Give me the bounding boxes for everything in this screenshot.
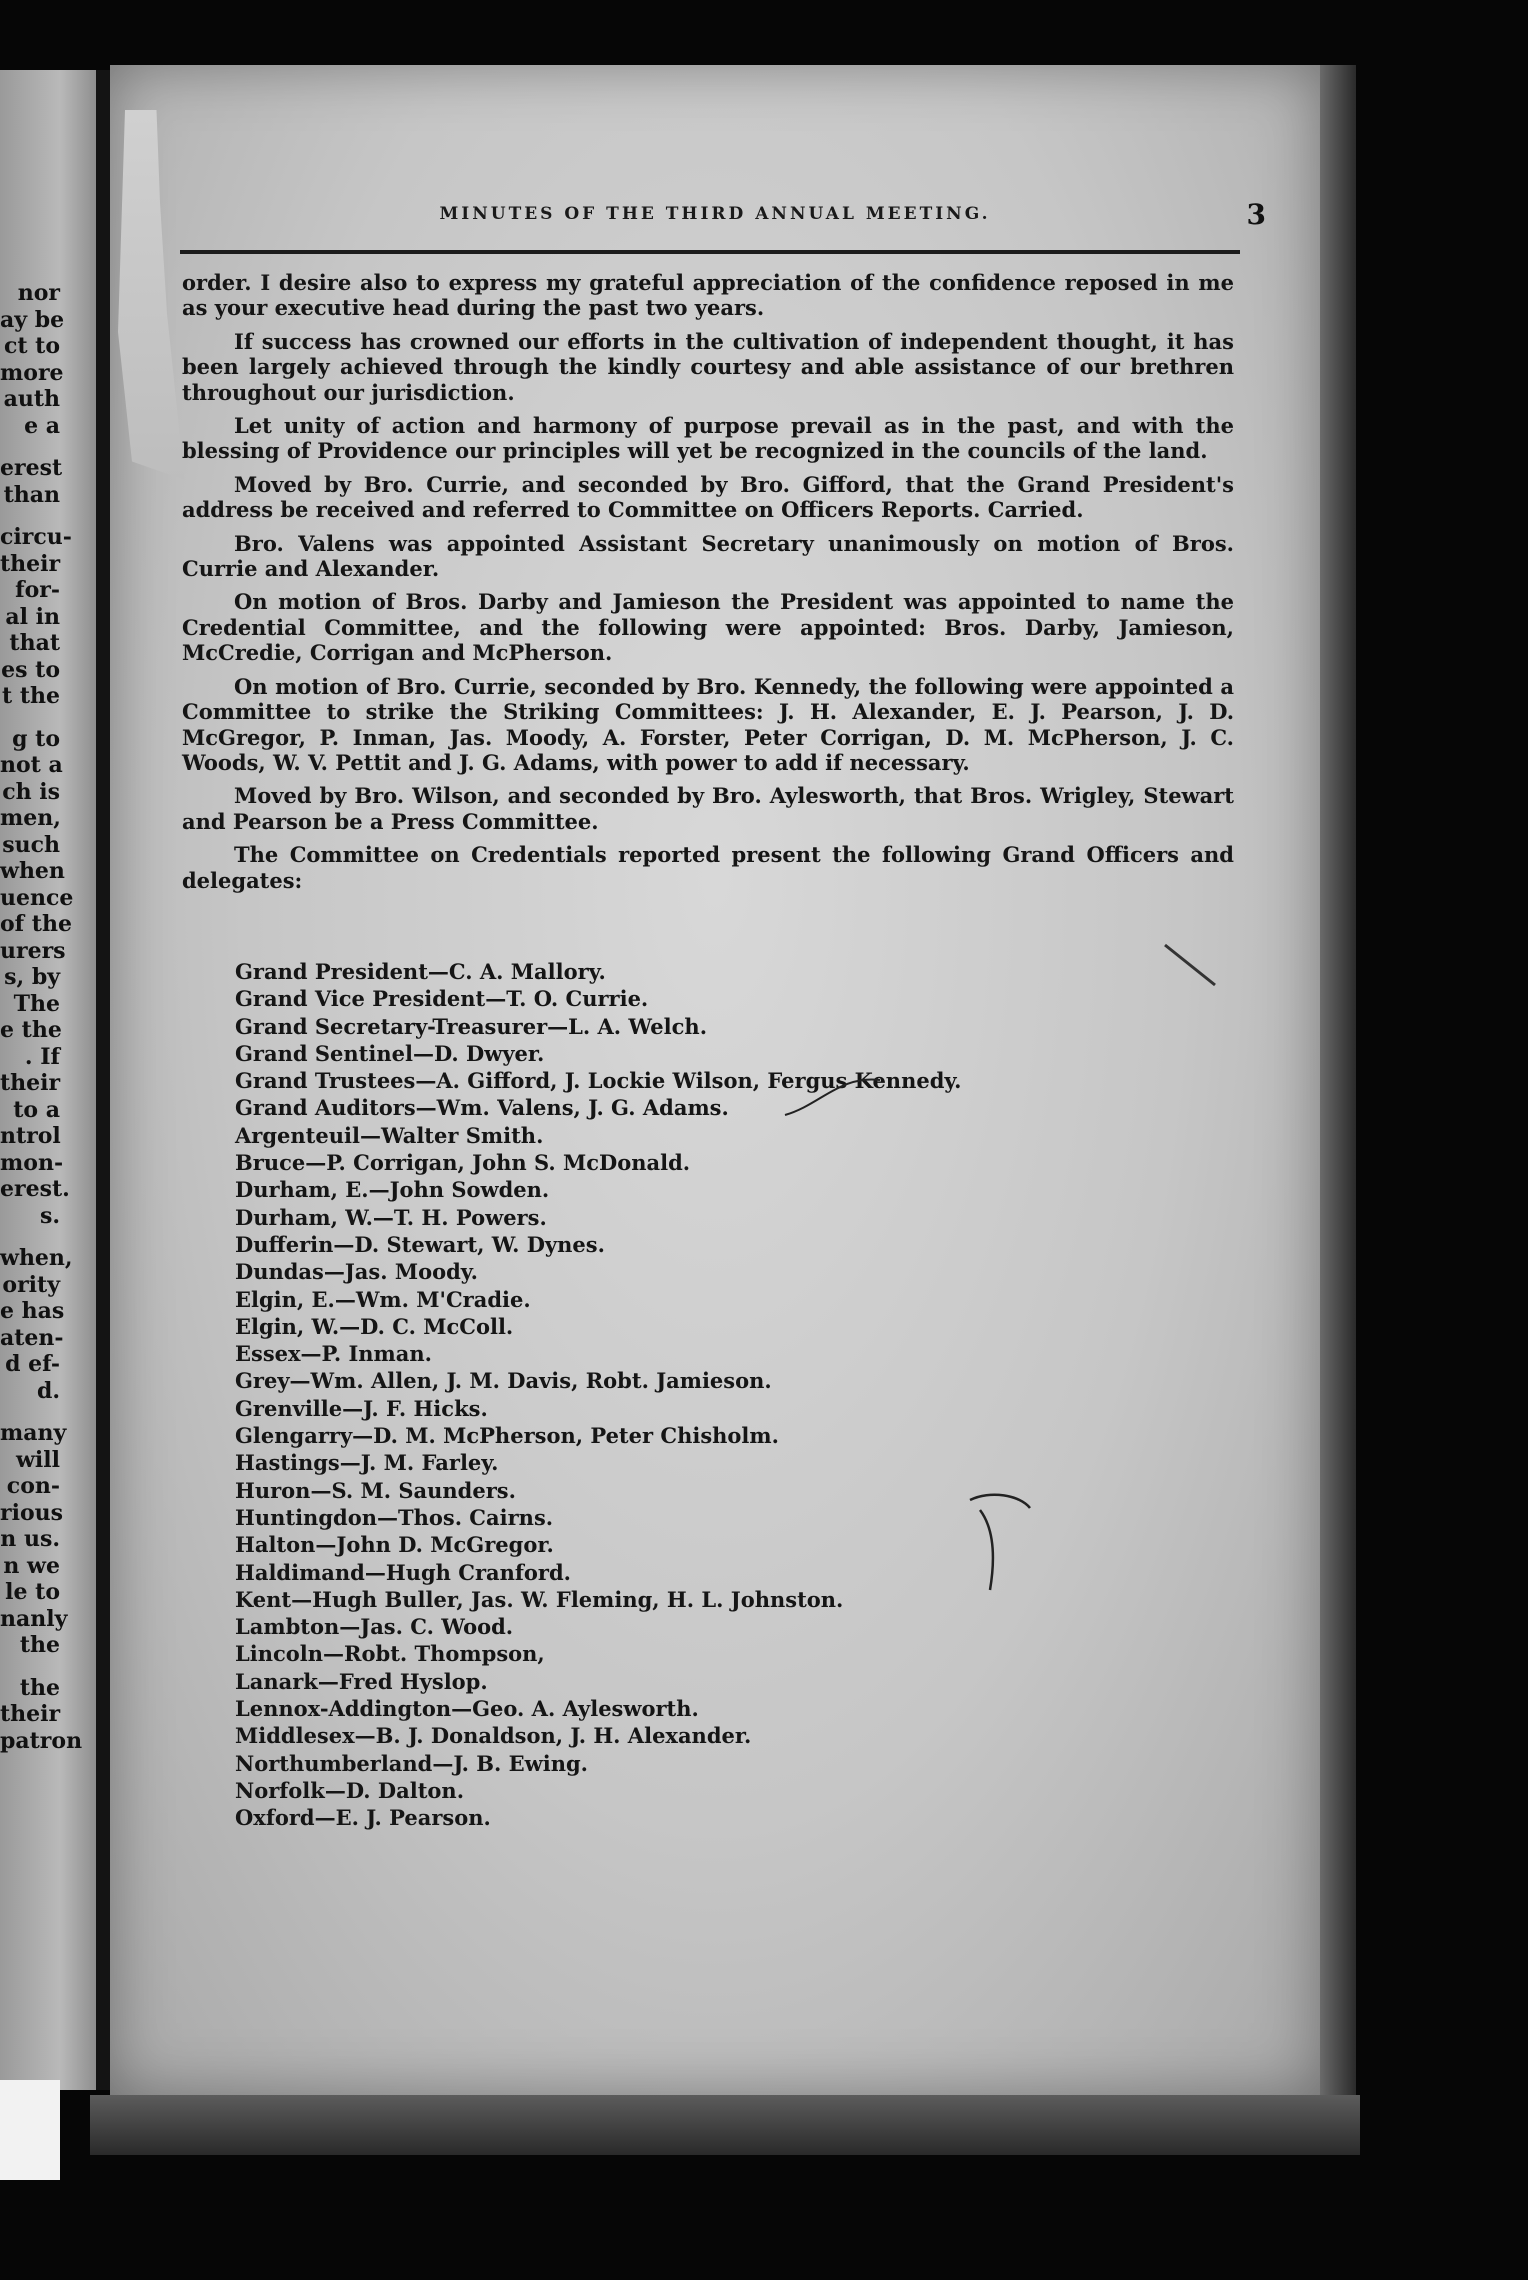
- adjacent-page-fragment: d ef-: [5, 1351, 60, 1377]
- page-edge: [1320, 65, 1356, 2125]
- list-item: Dundas—Jas. Moody.: [235, 1259, 478, 1285]
- list-item: Lanark—Fred Hyslop.: [235, 1668, 488, 1694]
- adjacent-page-fragment: more: [0, 359, 64, 386]
- adjacent-page-fragment: to a: [13, 1096, 60, 1123]
- list-item: Argenteuil—Walter Smith.: [235, 1122, 544, 1148]
- adjacent-page-fragment: for-: [15, 577, 60, 603]
- adjacent-page-fragment: men,: [0, 805, 61, 831]
- adjacent-page-fragment: s, by: [4, 964, 60, 990]
- adjacent-page-fragment: n us.: [0, 1526, 60, 1552]
- adjacent-page-fragment: ch is: [2, 778, 60, 805]
- adjacent-page-fragment: than: [3, 481, 60, 508]
- adjacent-page-fragment: when: [0, 858, 65, 884]
- adjacent-page-fragment: uence: [0, 884, 74, 911]
- list-item: Grand Secretary-Treasurer—L. A. Welch.: [235, 1013, 708, 1039]
- adjacent-page-fragment: es to: [1, 656, 60, 683]
- binding-gutter: [96, 70, 110, 2090]
- list-item: Grand Vice President—T. O. Currie.: [235, 986, 649, 1012]
- header-rule: [180, 250, 1240, 254]
- list-item: Dufferin—D. Stewart, W. Dynes.: [235, 1231, 605, 1257]
- list-item: Grand Sentinel—D. Dwyer.: [235, 1040, 545, 1066]
- adjacent-page-fragment: will: [15, 1446, 60, 1473]
- page-bottom-edge: [90, 2095, 1360, 2155]
- pen-mark-curve: [780, 1065, 900, 1125]
- adjacent-page-fragment: the: [19, 1674, 60, 1701]
- list-item: Huntingdon—Thos. Cairns.: [235, 1504, 554, 1530]
- paragraph: Moved by Bro. Currie, and seconded by Bro. Gifford, that the Grand President's address be received and referred to Committee on Officers Reports. Carried.: [182, 471, 1234, 523]
- list-item: Grand Auditors—Wm. Valens, J. G. Adams.: [235, 1095, 729, 1121]
- list-item: Oxford—E. J. Pearson.: [235, 1805, 491, 1831]
- adjacent-page-fragment: ay be: [0, 306, 65, 333]
- adjacent-page-fragment: not a: [0, 752, 63, 778]
- adjacent-page-fragment: circu-: [0, 524, 72, 550]
- list-item: Grand Trustees—A. Gifford, J. Lockie Wilson, Fergus Kennedy.: [235, 1068, 962, 1094]
- adjacent-page-fragment: t the: [2, 683, 60, 709]
- adjacent-page-fragment: s.: [39, 1202, 60, 1229]
- paper-tab: [0, 2080, 60, 2180]
- adjacent-page-fragment: ority: [2, 1271, 60, 1298]
- list-item: Kent—Hugh Buller, Jas. W. Fleming, H. L. Johnston.: [235, 1586, 844, 1612]
- page-number: 3: [1246, 198, 1266, 231]
- list-item: Northumberland—J. B. Ewing.: [235, 1750, 588, 1776]
- paragraph: The Committee on Credentials reported present the following Grand Officers and delegates:: [182, 842, 1234, 893]
- adjacent-page-fragment: le to: [5, 1579, 60, 1605]
- list-item: Huron—S. M. Saunders.: [235, 1477, 516, 1503]
- list-item: Elgin, W.—D. C. McColl.: [235, 1313, 514, 1339]
- list-item: Glengarry—D. M. McPherson, Peter Chisholm.: [235, 1423, 779, 1449]
- list-item: Norfolk—D. Dalton.: [235, 1777, 465, 1803]
- list-item: Grenville—J. F. Hicks.: [235, 1395, 488, 1421]
- adjacent-page-fragment: nanly: [0, 1605, 68, 1632]
- list-item: Bruce—P. Corrigan, John S. McDonald.: [235, 1150, 691, 1176]
- paragraph: Bro. Valens was appointed Assistant Secretary unanimously on motion of Bros. Currie and Alexander.: [182, 530, 1234, 582]
- adjacent-page-fragment: The: [13, 990, 60, 1017]
- list-item: Hastings—J. M. Farley.: [235, 1450, 499, 1476]
- list-item: Grand President—C. A. Mallory.: [235, 959, 606, 984]
- adjacent-page-fragment: their: [0, 1070, 61, 1096]
- adjacent-page-fragment: many: [0, 1420, 67, 1446]
- list-item: Middlesex—B. J. Donaldson, J. H. Alexander.: [235, 1723, 752, 1749]
- paragraph: order. I desire also to express my grateful appreciation of the confidence reposed in me as your executive head during the past two years.: [182, 270, 1234, 321]
- adjacent-page-fragment: n we: [3, 1552, 60, 1579]
- adjacent-page-fragment: when,: [0, 1245, 73, 1271]
- adjacent-page-fragment: aten-: [0, 1324, 64, 1351]
- adjacent-page-fragment: of the: [0, 911, 72, 937]
- adjacent-page-fragment: patron: [0, 1727, 83, 1754]
- paragraph: On motion of Bro. Currie, seconded by Bro. Kennedy, the following were appointed a Committee to strike the Striking Committees: J. H. Alexander, E. J. Pearson, J. D. McGregor, P. Inman, Jas. Moody, A. Forster, Peter Corrigan, D. M. McPherson, J. C. Woods, W. V. Pettit and J. G. Adams, with power to add if necessary.: [182, 673, 1234, 775]
- pen-mark-stroke: [1160, 940, 1220, 990]
- list-item: Haldimand—Hugh Cranford.: [235, 1559, 571, 1585]
- paragraph: Moved by Bro. Wilson, and seconded by Bro. Aylesworth, that Bros. Wrigley, Stewart and Pearson be a Press Committee.: [182, 783, 1234, 834]
- adjacent-page-fragment: erest: [0, 455, 63, 481]
- adjacent-page-fragment: e the: [0, 1017, 62, 1043]
- list-item: Halton—John D. McGregor.: [235, 1532, 554, 1558]
- adjacent-page-fragment: their: [0, 550, 61, 577]
- paragraph: If success has crowned our efforts in the cultivation of independent thought, it has been largely achieved through the kindly courtesy and able assistance of our brethren throughout our jurisdiction.: [182, 328, 1234, 405]
- list-item: Lennox-Addington—Geo. A. Aylesworth.: [235, 1696, 699, 1722]
- adjacent-page-fragment: auth: [3, 386, 60, 412]
- adjacent-page-fragment: . If: [24, 1043, 60, 1070]
- adjacent-page-fragment: ct to: [3, 333, 60, 359]
- adjacent-page-fragment: rious: [0, 1499, 64, 1526]
- adjacent-page-fragment: the: [19, 1632, 60, 1658]
- adjacent-page-fragment: their: [0, 1701, 61, 1727]
- adjacent-page-strip: [0, 70, 100, 2090]
- list-item: Lincoln—Robt. Thompson,: [235, 1641, 545, 1667]
- adjacent-page-fragment: that: [9, 630, 60, 656]
- paragraph: Let unity of action and harmony of purpose prevail as in the past, and with the blessing of Providence our principles will yet be recognized in the councils of the land.: [182, 413, 1234, 464]
- adjacent-page-fragment: al in: [5, 603, 60, 630]
- adjacent-page-fragment: g to: [12, 725, 60, 752]
- adjacent-page-fragment: urers: [0, 937, 66, 964]
- adjacent-page-fragment: d.: [36, 1377, 60, 1404]
- list-item: Durham, W.—T. H. Powers.: [235, 1204, 547, 1230]
- list-item: Elgin, E.—Wm. M'Cradie.: [235, 1286, 531, 1312]
- body-text: [182, 270, 1234, 901]
- adjacent-page-fragment: e has: [0, 1298, 65, 1324]
- paragraph: On motion of Bros. Darby and Jamieson the President was appointed to name the Credential Committee, and the following were appointed: Bros. Darby, Jamieson, McCredie, Corrigan and McPherson.: [182, 589, 1234, 666]
- adjacent-page-fragment: con-: [6, 1473, 60, 1499]
- running-title: MINUTES OF THE THIRD ANNUAL MEETING.: [439, 204, 991, 224]
- list-item: Essex—P. Inman.: [235, 1341, 432, 1367]
- page-header: [170, 198, 1266, 238]
- adjacent-page-fragment: e a: [24, 412, 60, 439]
- adjacent-page-fragment: such: [2, 831, 60, 858]
- adjacent-page-fragment: mon-: [0, 1149, 64, 1176]
- list-item: Grey—Wm. Allen, J. M. Davis, Robt. Jamieson.: [235, 1368, 772, 1394]
- pen-mark-squiggle: [950, 1490, 1040, 1600]
- list-item: Durham, E.—John Sowden.: [235, 1177, 550, 1203]
- list-item: Lambton—Jas. C. Wood.: [235, 1614, 514, 1640]
- adjacent-page-fragment: ntrol: [0, 1123, 61, 1149]
- adjacent-page-fragment: nor: [17, 280, 60, 306]
- delegate-list: [235, 958, 1195, 1832]
- adjacent-page-fragment: erest.: [0, 1176, 70, 1202]
